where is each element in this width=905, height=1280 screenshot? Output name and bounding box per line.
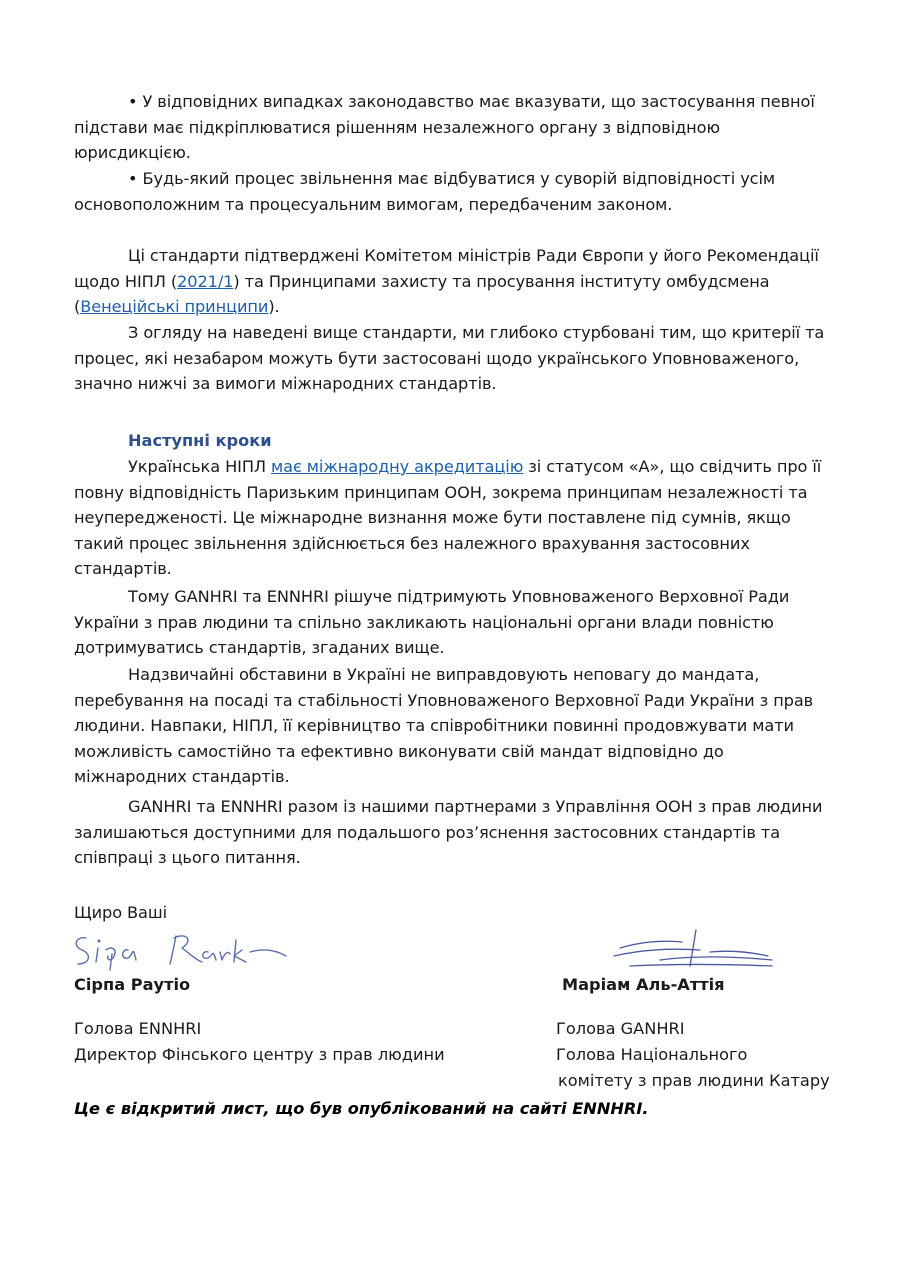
signatory-al-attiyah [556, 972, 830, 1094]
accreditation-paragraph [74, 454, 834, 582]
next-steps-heading: Наступні кроки [128, 431, 272, 450]
bullet-paragraph-1: • У відповідних випадках законодавство має вказувати, що застосування певної підстави має підкріплюватися рішенням незалежного органу з відповідною юрисдикцією. [74, 92, 815, 163]
standards-text-end: ). [268, 297, 280, 317]
salutation: Щиро Ваші [74, 903, 167, 922]
signatory-title: Голова ENNHRI [74, 1019, 202, 1038]
signature-al-attiyah [600, 926, 780, 974]
signatory-title: Голова Національного [556, 1045, 748, 1064]
accreditation-link[interactable]: має міжнародну акредитацію [271, 457, 524, 476]
signatory-title: Директор Фінського центру з прав людини [74, 1045, 445, 1064]
concern-paragraph: З огляду на наведені вище стандарти, ми глибоко стурбовані тим, що критерії та процес, які незабаром можуть бути застосовані щодо українського Уповноваженого, значно нижчі за вимоги міжнародних стандартів. [74, 323, 825, 394]
open-letter-note: Це є відкритий лист, що був опублікований на сайті ENNHRI. [74, 1099, 649, 1118]
signatory-title: Голова GANHRI [556, 1019, 685, 1038]
recommendation-link[interactable]: 2021/1 [177, 271, 234, 291]
signatory-rautio [74, 972, 445, 1068]
standards-text-start: Ці стандарти підтверджені Комітетом міністрів Ради Європи у його Рекомендації щодо НІПЛ ( [74, 246, 819, 291]
signature-rautio [68, 926, 288, 974]
accreditation-text-start: Українська НІПЛ [128, 457, 272, 476]
accreditation-text-end: зі статусом «А», що свідчить про її повну відповідність Паризьким принципам ООН, зокрема принципам незалежності та неупередженості. Це міжнародне визнання може бути поставлене під сумнів, якщо такий процес звільнення здійснюється без належного врахування застосовних стандартів. [74, 457, 822, 579]
bullet-paragraph-2: • Будь-який процес звільнення має відбуватися у суворій відповідності усім основоположним та процесуальним вимогам, передбаченим законом. [74, 169, 775, 214]
signatory-name: Маріам Аль-Аттія [562, 975, 725, 994]
support-paragraph: Тому GANHRI та ENNHRI рішуче підтримують Уповноваженого Верховної Ради України з прав людини та спільно закликають національні органи влади повністю дотримуватись стандартів, згаданих вище. [74, 587, 790, 658]
signatory-title: комітету з прав людини Катару [558, 1071, 830, 1090]
signatory-name: Сірпа Раутіо [74, 975, 191, 994]
standards-paragraph [74, 243, 834, 320]
standards-text-middle: ) та Принципами захисту та просування інституту омбудсмена ( [74, 271, 770, 317]
availability-paragraph: GANHRI та ENNHRI разом із нашими партнерами з Управління ООН з прав людини залишаються доступними для подальшого роз’яснення застосовних стандартів та співпраці з цього питання. [74, 797, 823, 868]
venice-principles-link[interactable]: Венеційські принципи [80, 297, 269, 317]
circumstances-paragraph: Надзвичайні обставини в Україні не виправдовують неповагу до мандата, перебування на посаді та стабільності Уповноваженого Верховної Ради України з прав людини. Навпаки, НІПЛ, її керівництво та співробітники повинні продовжувати мати можливість самостійно та ефективно виконувати свій мандат відповідно до міжнародних стандартів. [74, 665, 814, 787]
